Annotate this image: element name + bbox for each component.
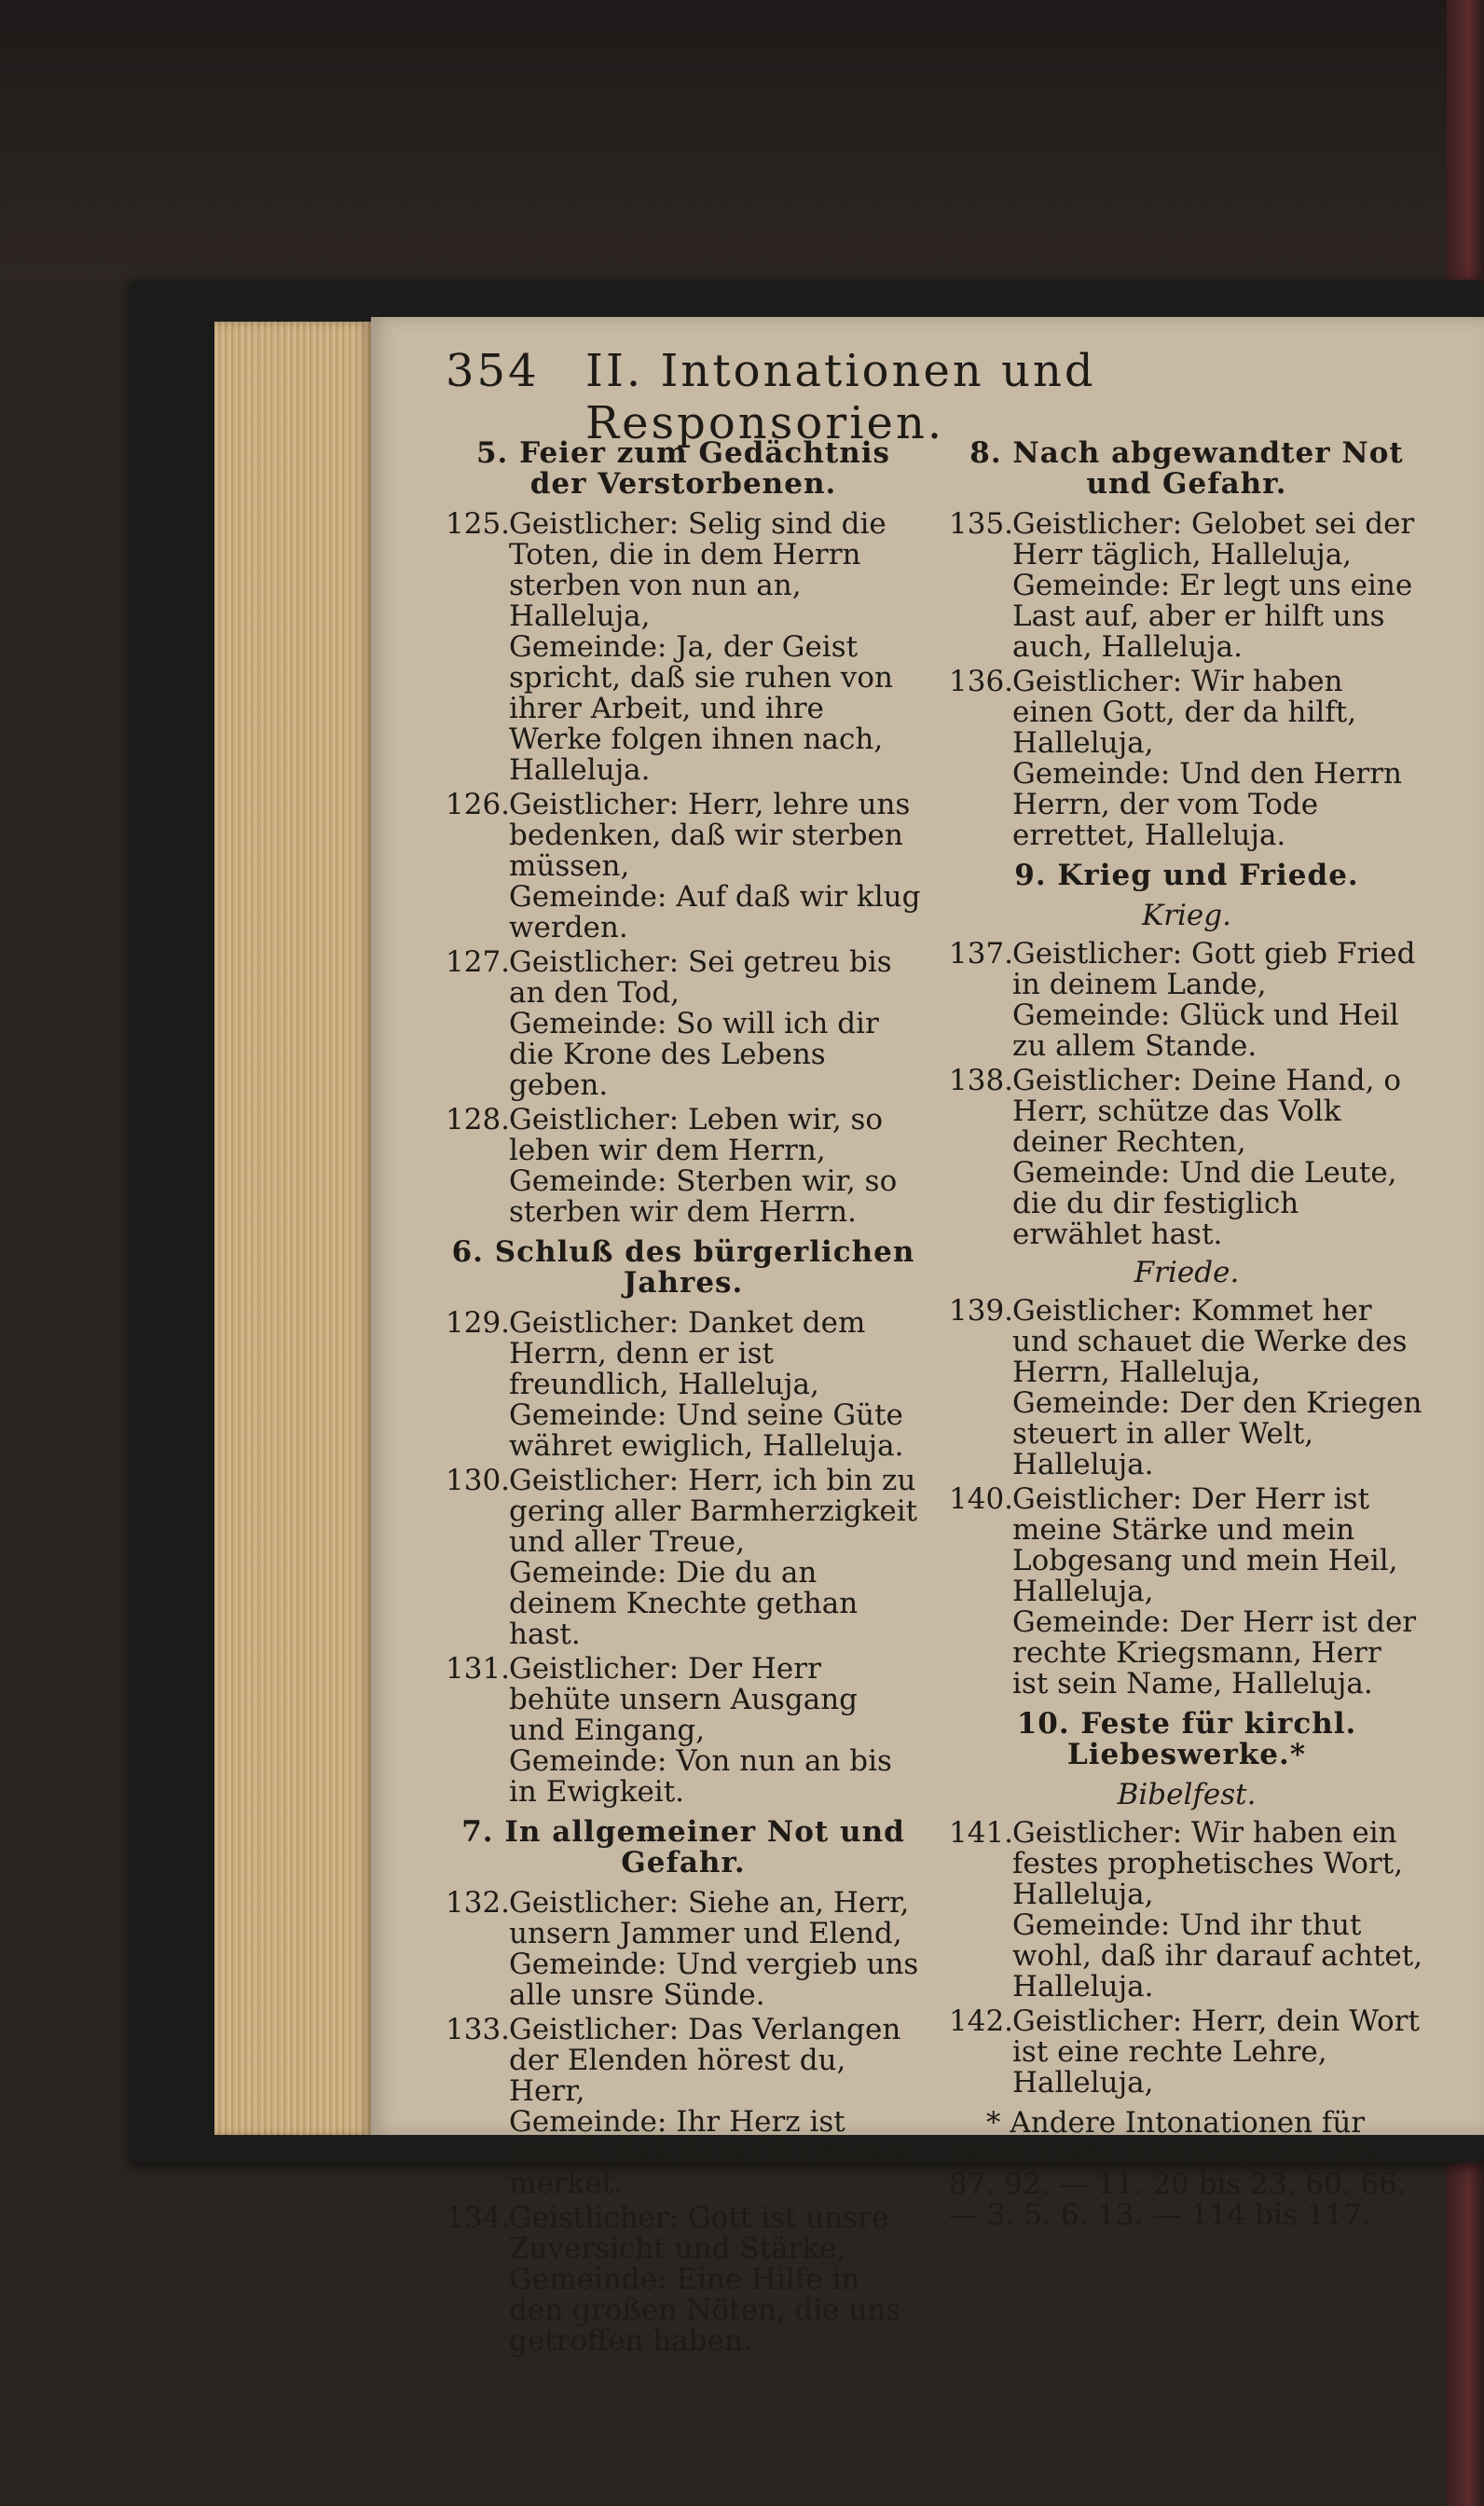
entry [446, 1654, 921, 1808]
entry-number: 127. [446, 945, 511, 979]
entry-number: 135. [949, 507, 1014, 541]
entry-text: Geistlicher: Gott ist unsre Zuversicht und Stärke, [509, 2201, 889, 2265]
entry-text: Geistlicher: Leben wir, so leben wir dem Herrn, [509, 1103, 884, 1167]
section-title: 5. Feier zum Gedächtnis der Verstorbenen. [475, 436, 890, 501]
entry-text: Geistlicher: Selig sind die Toten, die in dem Herrn sterben von nun an, Halleluja, [509, 507, 886, 633]
entry-text: Gemeinde: Und vergieb uns alle unsre Sünde. [509, 1948, 919, 2012]
entry-text: Gemeinde: Ihr Herz ist gewiß, daß dein Ohr darauf merket. [509, 2105, 914, 2200]
book-page [371, 317, 1484, 2358]
entry-text: Geistlicher: Siehe an, Herr, unsern Jammer und Elend, [509, 1886, 910, 1950]
subsection-title: Krieg. [1142, 899, 1231, 932]
entry-text: Geistlicher: Gelobet sei der Herr täglich, Halleluja, [1012, 507, 1415, 571]
entry-text: Gemeinde: Und seine Güte währet ewiglich, Halleluja. [509, 1398, 904, 1463]
entry-number: 128. [446, 1103, 511, 1136]
entry-number: 130. [446, 1464, 511, 1497]
entry-text: Gemeinde: Auf daß wir klug werden. [509, 880, 921, 944]
entry-text: Geistlicher: Der Herr ist meine Stärke und mein Lobgesang und mein Heil, Halleluja, [1012, 1482, 1398, 1608]
entry-text: Gemeinde: Und die Leute, die du dir festiglich erwählet hast. [1012, 1156, 1397, 1251]
entry-text: Gemeinde: Von nun an bis in Ewigkeit. [509, 1744, 892, 1809]
entry [446, 1888, 921, 2011]
entry [949, 1818, 1424, 2003]
entry [446, 2015, 921, 2199]
entry-number: 142. [949, 2004, 1014, 2038]
entry-number: 125. [446, 507, 511, 541]
section-title: 6. Schluß des bürgerlichen Jahres. [451, 1235, 915, 1300]
entry [949, 1066, 1424, 1250]
entry-text: Geistlicher: Herr, ich bin zu gering aller Barmherzigkeit und aller Treue, [509, 1464, 918, 1559]
section-title: 7. In allgemeiner Not und Gefahr. [461, 1815, 905, 1880]
entry [446, 2203, 921, 2357]
entry [949, 1296, 1424, 1480]
entry-text: Geistlicher: Kommet her und schauet die Werke des Herrn, Halleluja, [1012, 1294, 1408, 1389]
entry-text: Gemeinde: Der Herr ist der rechte Kriegsmann, Herr ist sein Name, Halleluja. [1012, 1605, 1417, 1700]
entry [446, 509, 921, 786]
entry [949, 667, 1424, 851]
entry-text: Gemeinde: Und den Herrn Herrn, der vom Tode errettet, Halleluja. [1012, 757, 1403, 852]
entry-text: Gemeinde: Eine Hilfe in den großen Nöten, die uns getroffen haben. [509, 2263, 901, 2358]
entry-text: Gemeinde: So will ich dir die Krone des Lebens geben. [509, 1007, 879, 1102]
entry-text: Gemeinde: Und ihr thut wohl, daß ihr darauf achtet, Halleluja. [1012, 1908, 1423, 2003]
subsection-title: Bibelfest. [1117, 1778, 1257, 1811]
entry [446, 1308, 921, 1462]
entry-number: 140. [949, 1482, 1014, 1516]
entry-number: 139. [949, 1294, 1014, 1328]
entry [446, 1466, 921, 1650]
entry-number: 141. [949, 1816, 1014, 1850]
left-column [446, 429, 921, 2361]
entry [949, 939, 1424, 1062]
entry-text: Gemeinde: Die du an deinem Knechte gethan hast. [509, 1556, 859, 1651]
entry-number: 137. [949, 937, 1014, 971]
entry-text: Geistlicher: Der Herr behüte unsern Ausgang und Eingang, [509, 1652, 858, 1747]
entry [446, 947, 921, 1101]
entry-text: Geistlicher: Sei getreu bis an den Tod, [509, 945, 892, 1010]
entry-number: 126. [446, 788, 511, 821]
entry-number: 134. [446, 2201, 511, 2235]
page-number: 354 [446, 345, 540, 397]
entry [949, 1484, 1424, 1700]
entry-text: Geistlicher: Danket dem Herrn, denn er ist freundlich, Halleluja, [509, 1306, 866, 1401]
entry [446, 1105, 921, 1228]
entry-number: 132. [446, 1886, 511, 1920]
subsection-title: Friede. [1134, 1256, 1240, 1289]
entry-text: Gemeinde: Der den Kriegen steuert in aller Welt, Halleluja. [1012, 1386, 1422, 1481]
entry-number: 136. [949, 665, 1014, 698]
page-edges [214, 322, 371, 2135]
entry-text: Geistlicher: Wir haben ein festes prophetisches Wort, Halleluja, [1012, 1816, 1404, 1911]
entry-text: Gemeinde: Sterben wir, so sterben wir dem Herrn. [509, 1164, 898, 1229]
page-title: II. Intonationen und Responsorien. [585, 345, 1096, 449]
background-top [0, 0, 1484, 280]
entry-text: Geistlicher: Wir haben einen Gott, der da hilft, Halleluja, [1012, 665, 1357, 760]
entry-number: 138. [949, 1064, 1014, 1097]
entry-number: 129. [446, 1306, 511, 1340]
entry-text: Geistlicher: Deine Hand, o Herr, schütze das Volk deiner Rechten, [1012, 1064, 1401, 1159]
right-column [949, 429, 1424, 2231]
entry-number: 133. [446, 2013, 511, 2046]
entry [949, 2006, 1424, 2099]
entry-text: Geistlicher: Herr, dein Wort ist eine rechte Lehre, Halleluja, [1012, 2004, 1420, 2100]
entry-text: Gemeinde: Ja, der Geist spricht, daß sie ruhen von ihrer Arbeit, und ihre Werke folgen ihnen nach, Halleluja. [509, 630, 893, 787]
section-title: 9. Krieg und Friede. [1014, 859, 1359, 892]
entry-number: 131. [446, 1652, 511, 1686]
entry [949, 509, 1424, 663]
entry [446, 790, 921, 943]
entry-text: Geistlicher: Herr, lehre uns bedenken, daß wir sterben müssen, [509, 788, 911, 883]
entry-text: Geistlicher: Das Verlangen der Elenden hörest du, Herr, [509, 2013, 901, 2108]
section-title: 8. Nach abgewandter Not und Gefahr. [969, 436, 1404, 501]
section-title: 10. Feste für kirchl. Liebeswerke.* [1016, 1707, 1357, 1771]
entry-text: Gemeinde: Glück und Heil zu allem Stande. [1012, 998, 1399, 1063]
entry-text: Gemeinde: Er legt uns eine Last auf, aber er hilft uns auch, Halleluja. [1012, 569, 1413, 664]
entry-text: Geistlicher: Gott gieb Fried in deinem Lande, [1012, 937, 1416, 1001]
footnote: * Andere Intonationen für diese Feste sind folgende: 85. 87. 92. — 11. 20 bis 23. 60. 66. — 3. 5. 6. 13. — 114 bis 117. [949, 2106, 1407, 2232]
page-header [446, 345, 1434, 449]
